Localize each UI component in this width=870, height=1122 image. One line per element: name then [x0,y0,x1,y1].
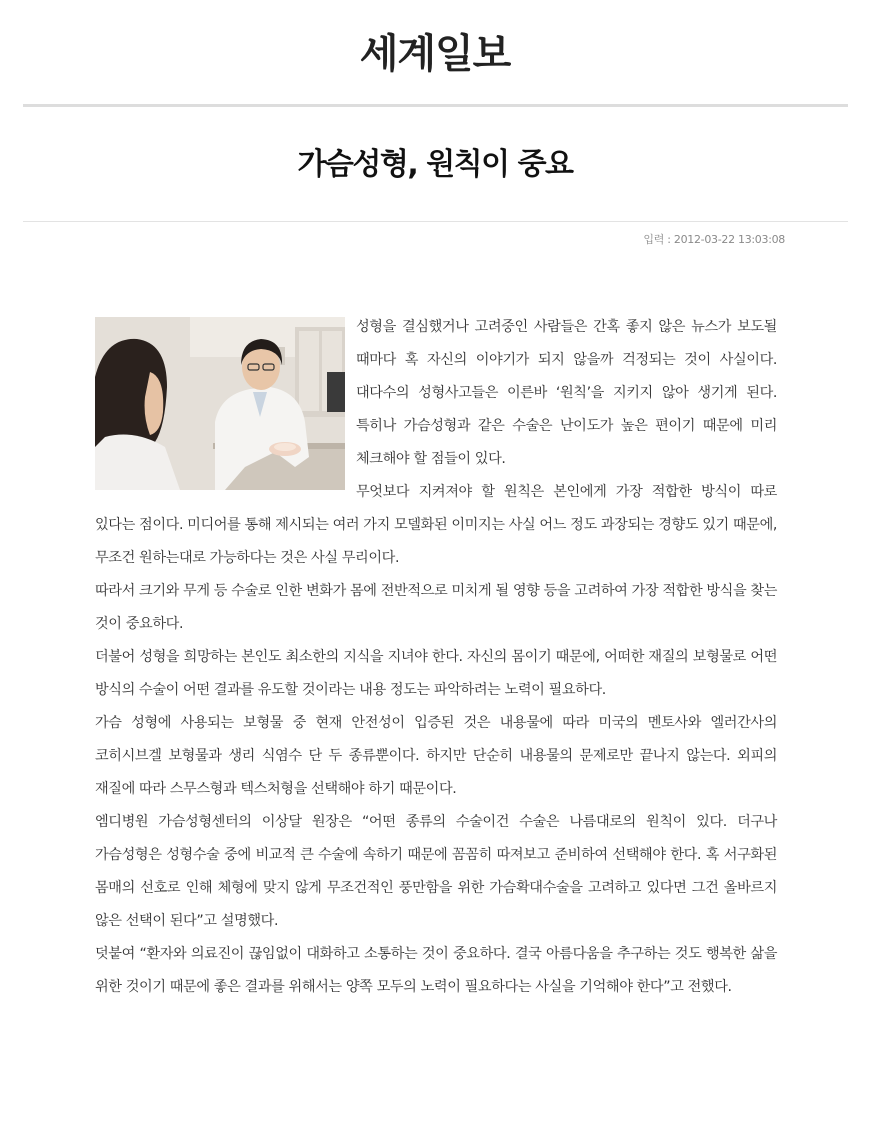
article-paragraph: 무엇보다 지켜져야 할 원칙은 본인에게 가장 적합한 방식이 따로 있다는 점이다. 미디어를 통해 제시되는 여러 가지 모델화된 이미지는 사실 어느 정도 과장되는 경향도 있기 때문에, 무조건 원하는대로 가능하다는 것은 사실 무리이다. [95,484,777,566]
article-paragraph: 가슴 성형에 사용되는 보형물 중 현재 안전성이 입증된 것은 내용물에 따라 미국의 멘토사와 엘러간사의 코히시브겔 보형물과 생리 식염수 단 두 종류뿐이다. 하지만 단순히 내용물의 문제로만 끝나지 않는다. 외피의 재질에 따라 스무스형과 텍스처형을 선택해야 하기 때문이다. [95,715,777,797]
article-photo [95,317,345,490]
masthead-divider [23,104,848,107]
site-logo[interactable]: 세계일보 [359,30,511,77]
article-paragraph: 더불어 성형을 희망하는 본인도 최소한의 지식을 지녀야 한다. 자신의 몸이기 때문에, 어떠한 재질의 보형물로 어떤 방식의 수술이 어떤 결과를 유도할 것이라는 내용 정도는 파악하려는 노력이 필요하다. [95,649,777,698]
article-paragraph: 엠디병원 가슴성형센터의 이상달 원장은 “어떤 종류의 수술이건 수술은 나름대로의 원칙이 있다. 더구나 가슴성형은 성형수술 중에 비교적 큰 수술에 속하기 때문에 꼼꼼히 따져보고 준비하여 선택해야 한다. 혹 서구화된 몸매의 선호로 인해 체형에 맞지 않게 무조건적인 풍만함을 위한 가슴확대수술을 고려하고 있다면 그건 올바르지 않은 선택이 된다”고 설명했다. [95,814,777,929]
masthead [0,0,870,104]
article-title: 가슴성형, 원칙이 중요 [297,147,573,182]
article-byline: 입력 : 2012-03-22 13:03:08 [643,233,785,246]
title-divider [23,221,848,222]
consultation-photo-icon [95,317,345,490]
article-body [95,311,777,1004]
article-paragraph: 덧붙여 “환자와 의료진이 끊임없이 대화하고 소통하는 것이 중요하다. 결국 아름다움을 추구하는 것도 행복한 삶을 위한 것이기 때문에 좋은 결과를 위해서는 양쪽 모두의 노력이 필요하다는 사실을 기억해야 한다”고 전했다. [95,946,777,995]
article-paragraph: 따라서 크기와 무게 등 수술로 인한 변화가 몸에 전반적으로 미치게 될 영향 등을 고려하여 가장 적합한 방식을 찾는 것이 중요하다. [95,583,777,632]
article-paragraph: 성형을 결심했거나 고려중인 사람들은 간혹 좋지 않은 뉴스가 보도될 때마다 혹 자신의 이야기가 되지 않을까 걱정되는 것이 사실이다. 대다수의 성형사고들은 이른바 ‘원칙’을 지키지 않아 생기게 된다. 특히나 가슴성형과 같은 수술은 난이도가 높은 편이기 때문에 미리 체크해야 할 점들이 있다. [356,319,777,467]
